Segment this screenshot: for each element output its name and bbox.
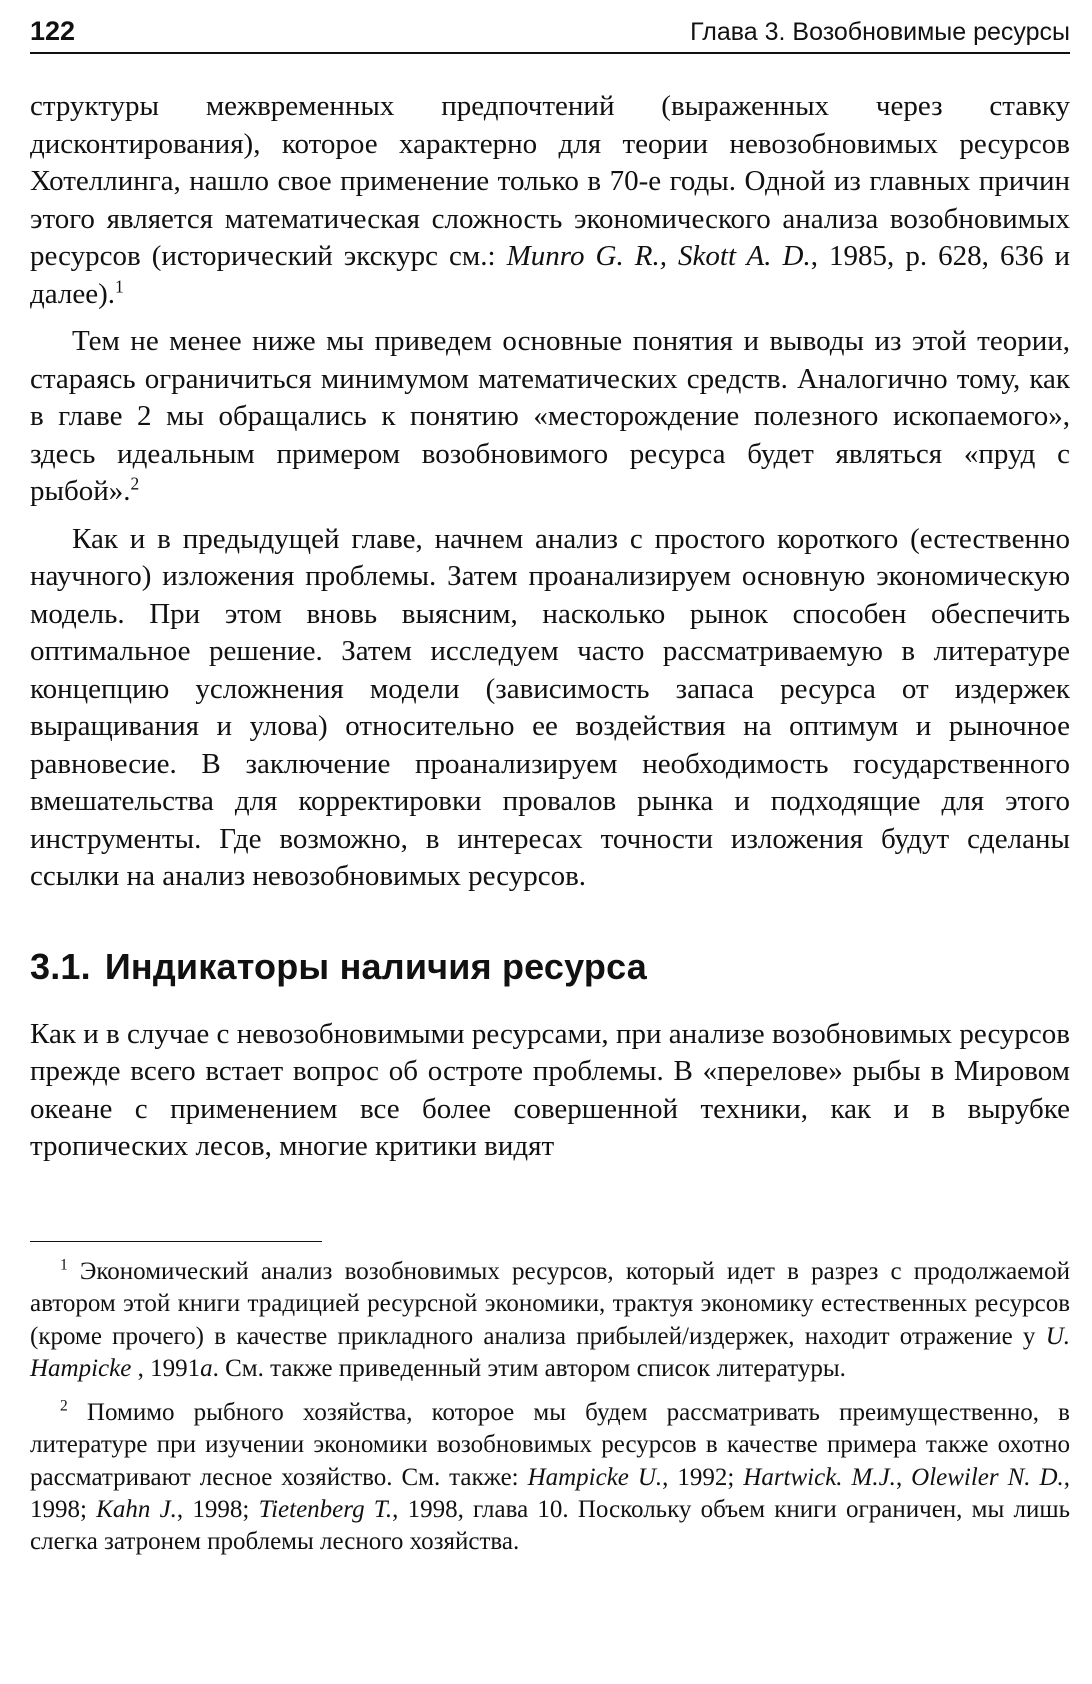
page-header xyxy=(30,14,1070,54)
running-head: Глава 3. Возобновимые ресурсы xyxy=(690,18,1070,46)
page-number: 122 xyxy=(30,16,76,46)
section-heading xyxy=(30,946,1070,988)
citation-hartwick: Hartwick. M.J. xyxy=(743,1463,896,1491)
citation-kahn: Kahn J. xyxy=(96,1496,177,1524)
footnote-2: $^2$ Помимо рыбного хозяйства, которое мы будем рассматривать преимущественно, в литературе при изучении экономики возобновимых ресурсов в качестве примера также охотно рассматривают лесное хозяйство. См. также: Hampicke U., 1992; Hartwick. M.J., Olewiler N. D., 1998; Kahn J., 1998; Tietenberg T., 1998, глава 10. Поскольку объем книги ограничен, мы лишь слегка затронем проблемы лесного хозяйства. xyxy=(30,1397,1071,1556)
footnote-ref-1[interactable]: 1 xyxy=(115,275,124,296)
citation-munro-skott: Munro G. R., Skott A. D. xyxy=(506,240,811,272)
citation-hampicke: U. Hampicke xyxy=(30,1322,1070,1382)
citation-hampicke-1992: Hampicke U. xyxy=(527,1463,663,1491)
footnote-mark-1: 1 xyxy=(60,1256,68,1274)
paragraph-2: Тем не менее ниже мы приведем основные понятия и выводы из этой теории, стараясь ограничиться минимумом математических средств. Аналогично тому, как в главе 2 мы обращались к понятию «месторождение полезного ископаемого», здесь идеальным примером возобновимого ресурса будет являться «пруд с рыбой».$^2$ xyxy=(30,325,1070,507)
footnote-divider xyxy=(30,1241,322,1242)
footnote-mark-2: 2 xyxy=(60,1397,68,1415)
section-title: Индикаторы наличия ресурса xyxy=(104,945,647,987)
section-number: 3.1. xyxy=(30,945,91,987)
footnote-1: $^1$ Экономический анализ возобновимых ресурсов, который идет в разрез с продолжаемой автором этой книги традицией ресурсной экономики, трактуя экономику естественных ресурсов (кроме прочего) в качестве прикладного анализа прибылей/издержек, находит отражение у U. Hampicke , 1991а. См. также приведенный этим автором список литературы. xyxy=(30,1256,1070,1382)
paragraph-1: структуры межвременных предпочтений (выраженных через ставку дисконтирования), которое характерно для теории невозобновимых ресурсов Хотеллинга, нашло свое применение только в 70-е годы. Одной из главных причин этого является математическая сложность экономического анализа возобновимых ресурсов (исторический экскурс см.: Munro G. R., Skott A. D., 1985, p. 628, 636 и далее).$^1$ xyxy=(30,90,1071,310)
page-body xyxy=(30,88,1070,1176)
footnote-ref-2[interactable]: 2 xyxy=(130,473,140,494)
paragraph-3: Как и в предыдущей главе, начнем анализ с простого короткого (естественно научного) изложения проблемы. Затем проанализируем основную экономическую модель. При этом вновь выясним, насколько рынок способен обеспечить оптимальное решение. Затем исследуем часто рассматриваемую в литературе концепцию усложнения модели (зависимость запаса ресурса от издержек выращивания и улова) относительно ее воздействия на оптимум и рыночное равновесие. В заключение проанализируем необходимость государственного вмешательства для корректировки провалов рынка и подходящие для этого инструменты. Где возможно, в интересах точности изложения будут сделаны ссылки на анализ невозобновимых ресурсов. xyxy=(30,522,1070,892)
citation-tietenberg: Tietenberg T. xyxy=(258,1496,393,1524)
footnotes xyxy=(30,1256,1070,1571)
citation-olewiler: Olewiler N. D. xyxy=(911,1463,1064,1491)
section-paragraph: Как и в случае с невозобновимыми ресурсами, при анализе возобновимых ресурсов прежде всего встает вопрос об остроте проблемы. В «перелове» рыбы в Мировом океане с применением все более совершенной техники, как и в вырубке тропических лесов, многие критики видят xyxy=(30,1017,1070,1162)
